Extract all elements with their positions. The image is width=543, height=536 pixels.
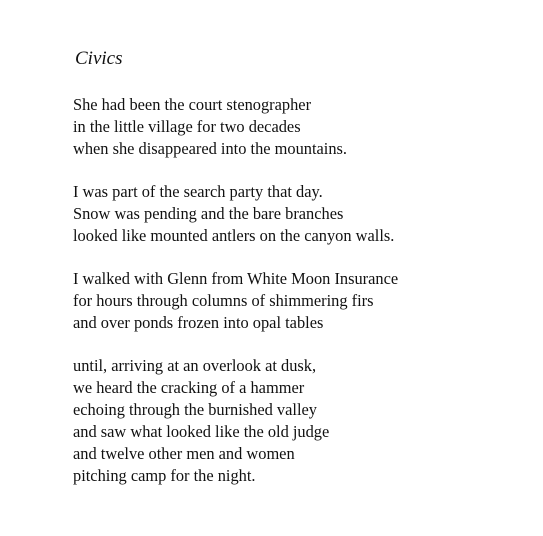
poem-body [73,94,533,508]
poem-line: and saw what looked like the old judge [73,422,330,441]
poem-line: and over ponds frozen into opal tables [73,313,324,332]
stanza-4 [73,355,533,487]
poem-line: when she disappeared into the mountains. [73,139,348,158]
poem-line: Snow was pending and the bare branches [73,204,344,223]
poem-line: and twelve other men and women [73,444,295,463]
poem-line: I was part of the search party that day. [73,182,323,201]
poem-title: Civics [75,48,123,69]
poem-line: we heard the cracking of a hammer [73,378,305,397]
stanza-1 [73,94,533,160]
poem-line: until, arriving at an overlook at dusk, [73,356,317,375]
poem-line: in the little village for two decades [73,117,301,136]
poem-line: She had been the court stenographer [73,95,312,114]
poem-line: echoing through the burnished valley [73,400,317,419]
poem-line: for hours through columns of shimmering firs [73,291,374,310]
poem-line: looked like mounted antlers on the canyon walls. [73,226,395,245]
poem-line: pitching camp for the night. [73,466,256,485]
poem-line: I walked with Glenn from White Moon Insurance [73,269,399,288]
stanza-2 [73,181,533,247]
stanza-3 [73,268,533,334]
